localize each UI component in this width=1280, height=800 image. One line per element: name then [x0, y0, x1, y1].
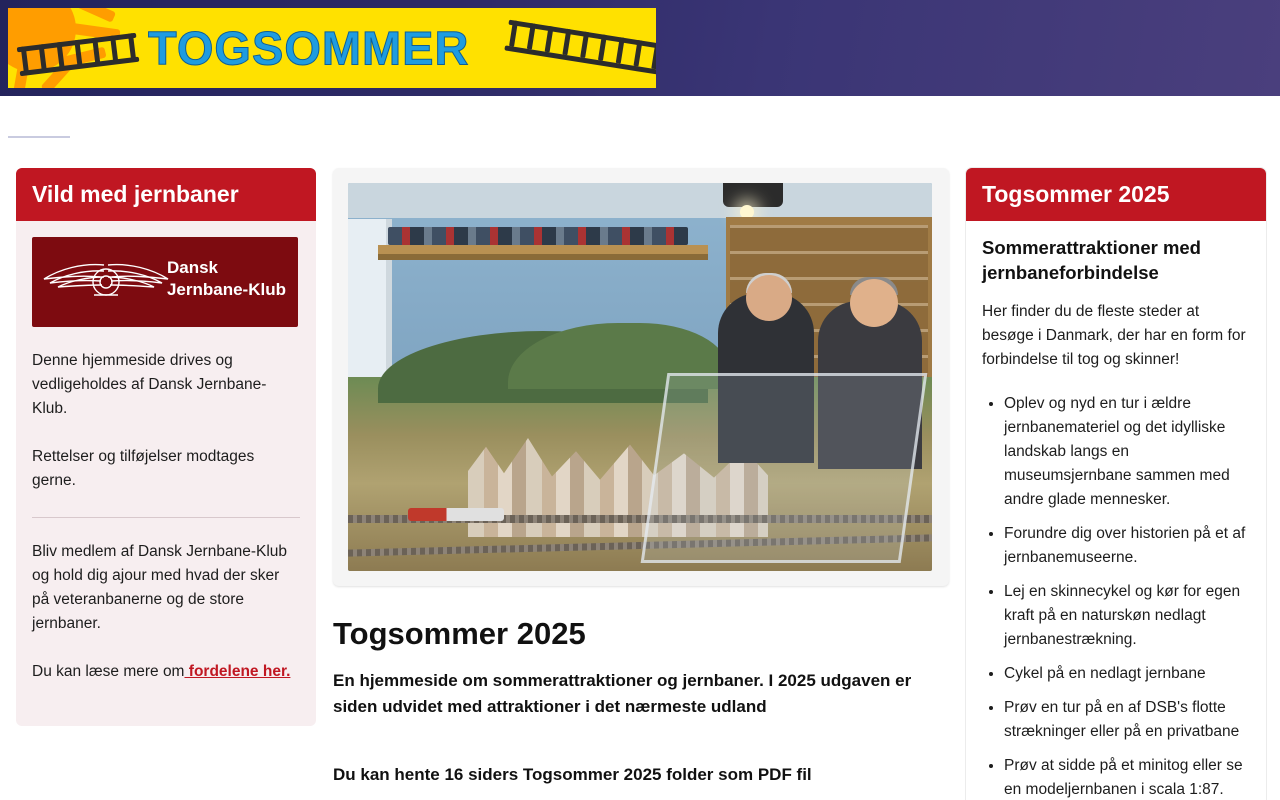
main-content — [333, 168, 949, 785]
left-paragraph-4-text: Du kan læse mere om — [32, 663, 185, 681]
main-navigation — [0, 96, 1280, 152]
page-subtitle: En hjemmeside om sommerattraktioner og jernbaner. I 2025 udgaven er siden udvidet med attraktioner i det nærmeste udland — [333, 671, 912, 717]
left-paragraph-2: Rettelser og tilføjelser modtages gerne. — [32, 448, 255, 490]
nav-item-andre-tog[interactable]: Andre tog — [184, 115, 252, 132]
nav-item-hjem[interactable]: Hjem — [8, 110, 70, 138]
list-item: • Cykel på en nedlagt jernbane — [1004, 662, 1250, 686]
right-panel-intro: Her finder du de fleste steder at besøge i Danmark, der har en form for forbindelse til tog og skinner! — [982, 302, 1246, 368]
model-train-icon — [408, 508, 504, 521]
nav-item-kontakt-link[interactable]: Kontakt/Link — [902, 115, 989, 132]
list-item: • Prøv en tur på en af DSB's flotte strækninger eller på en privatbane — [1004, 696, 1250, 744]
winged-wheel-icon — [42, 259, 170, 305]
nav-item-naermeste-udland[interactable]: Nærmeste udland — [544, 115, 669, 132]
ceiling-lamp-icon — [723, 183, 783, 207]
model-railway-photo — [348, 183, 932, 571]
right-panel-title: Togsommer 2025 — [966, 168, 1266, 221]
nav-item-skinnecykler[interactable]: Skinnecykler — [355, 115, 443, 132]
left-sidebar — [16, 168, 316, 726]
pdf-download-text: Du kan hente 16 siders Togsommer 2025 folder som PDF fil — [333, 764, 812, 784]
right-panel-heading: Sommerattraktioner med jernbaneforbindelse — [982, 237, 1201, 283]
nav-item-museer[interactable]: Museer — [277, 115, 330, 132]
site-logo-banner[interactable] — [8, 8, 656, 88]
attraction-list — [982, 392, 1250, 800]
left-panel-title: Vild med jernbaner — [16, 168, 316, 221]
logo-text — [167, 257, 286, 301]
hero-photo-card — [333, 168, 949, 586]
railway-track-icon — [504, 12, 656, 80]
site-header — [0, 0, 1280, 96]
logo-text-line2: Jernbane-Klub — [166, 280, 286, 300]
list-item: • Forundre dig over historien på et af jernbanemuseerne. — [1004, 522, 1250, 570]
nav-item-minitog[interactable]: Minitog — [468, 115, 519, 132]
left-paragraph-3: Bliv medlem af Dansk Jernbane-Klub og hold dig ajour med hvad der sker på veteranbanerne og de store jernbaner. — [32, 543, 288, 633]
list-item: • Lej en skinnecykel og kør for egen kraft på en naturskøn nedlagt jernbanestrækning. — [1004, 580, 1250, 652]
nav-item-veterantog[interactable]: Veterantog — [83, 115, 159, 132]
logo-text-line1: Dansk — [166, 258, 218, 277]
nav-item-kort[interactable]: Kort — [694, 115, 723, 132]
right-sidebar — [966, 168, 1266, 800]
list-item: • Oplev og nyd en tur i ældre jernbanemateriel og det idylliske landskab langs en museumsjernbane sammen med andre glade mennesker. — [1004, 392, 1250, 512]
list-item: • Prøv at sidde på et minitog eller se en modeljernbanen i scala 1:87. — [1004, 754, 1250, 800]
fordelene-link[interactable]: fordelene her. — [184, 663, 291, 681]
left-paragraph-4 — [32, 660, 300, 684]
dansk-jernbane-klub-logo[interactable] — [32, 237, 298, 327]
left-paragraph-1: Denne hjemmeside drives og vedligeholdes af Dansk Jernbane-Klub. — [32, 352, 267, 418]
page-title: Togsommer 2025 — [333, 616, 586, 651]
nav-item-jernbanefagudtryk[interactable]: Jernbanefagudtryk — [748, 115, 877, 132]
divider — [32, 517, 300, 518]
site-title: TOGSOMMER — [148, 21, 470, 75]
page-content — [0, 152, 1280, 800]
